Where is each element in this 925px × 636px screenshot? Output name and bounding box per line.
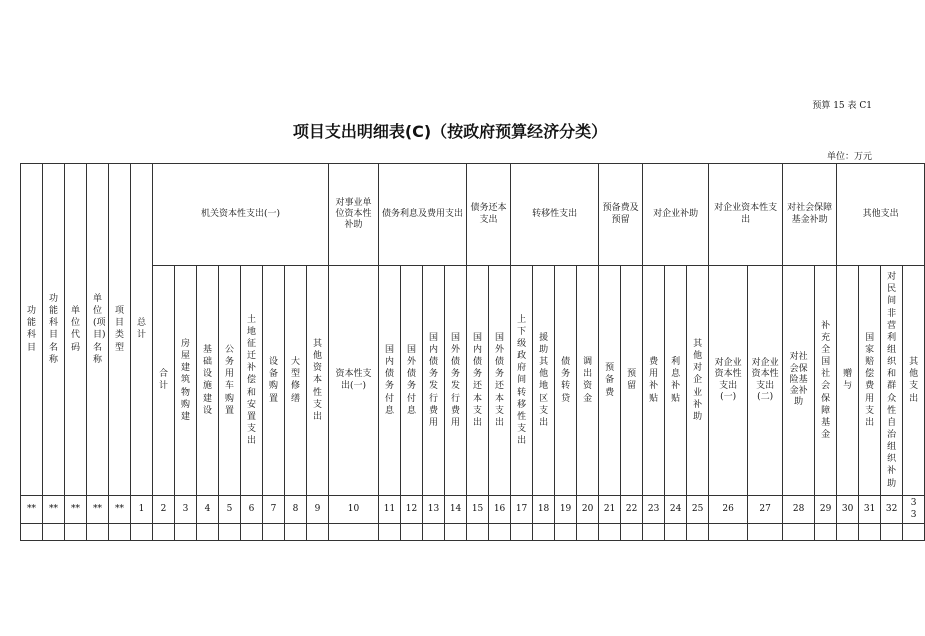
blank-cell [555,524,577,541]
blank-cell [241,524,263,541]
group-debt-principal: 债务还本支出 [467,164,511,266]
column-number-cell: 31 [859,496,881,524]
blank-cell [197,524,219,541]
column-number-cell: 20 [577,496,599,524]
table-code: 预算 15 表 C1 [812,101,872,111]
column-number-cell: 11 [379,496,401,524]
sub-header: 国内债务发行费用 [423,266,445,496]
blank-cell [748,524,783,541]
sub-header: 资本性支出(一) [329,266,379,496]
column-number-cell: 4 [197,496,219,524]
sub-header: 对企业资本性支出(二) [748,266,783,496]
sub-header: 公务用车购置 [219,266,241,496]
column-number-cell: 22 [621,496,643,524]
sub-header: 基础设施建设 [197,266,219,496]
column-number-cell: 27 [748,496,783,524]
column-number-cell: 30 [837,496,859,524]
blank-cell [859,524,881,541]
budget-table [20,163,925,541]
star-cell: ** [43,496,65,524]
blank-cell [687,524,709,541]
column-number-cell: 18 [533,496,555,524]
blank-cell [783,524,815,541]
blank-cell [445,524,467,541]
column-number-cell: 7 [263,496,285,524]
blank-cell [329,524,379,541]
sub-header: 其他对企业补助 [687,266,709,496]
header-project-type: 项目类型 [109,164,131,496]
blank-cell [263,524,285,541]
star-cell: ** [65,496,87,524]
blank-cell [903,524,925,541]
sub-header: 国外债务发行费用 [445,266,467,496]
blank-cell [621,524,643,541]
column-number-cell: 26 [709,496,748,524]
blank-cell [489,524,511,541]
blank-cell [401,524,423,541]
header-total: 总计 [131,164,153,496]
blank-cell [379,524,401,541]
column-number-cell: 25 [687,496,709,524]
group-reserve: 预备费及预留 [599,164,643,266]
header-unit-code: 单位代码 [65,164,87,496]
group-transfer: 转移性支出 [511,164,599,266]
blank-cell [175,524,197,541]
blank-cell [837,524,859,541]
column-number-cell: 10 [329,496,379,524]
blank-cell [709,524,748,541]
column-number-cell: 33 [903,496,925,524]
group-institution-capital-subsidy: 对事业单位资本性补助 [329,164,379,266]
group-enterprise-subsidy: 对企业补助 [643,164,709,266]
column-number-row [21,496,925,524]
sub-header: 债务转贷 [555,266,577,496]
group-debt-interest: 债务利息及费用支出 [379,164,467,266]
sub-header: 对社会保险基金补助 [783,266,815,496]
sub-header: 房屋建筑物购建 [175,266,197,496]
blank-cell [467,524,489,541]
blank-cell [533,524,555,541]
sub-header: 补充全国社会保障基金 [815,266,837,496]
group-other-expense: 其他支出 [837,164,925,266]
column-number-cell: 21 [599,496,621,524]
header-func-subject-name: 功能科目名称 [43,164,65,496]
column-number-cell: 3 [175,496,197,524]
sub-header: 大型修缮 [285,266,307,496]
star-cell: ** [109,496,131,524]
column-number-cell: 19 [555,496,577,524]
header-unit-project-name: 单位(项目)名称 [87,164,109,496]
sub-header: 国内债务付息 [379,266,401,496]
budget-table-wrapper [20,163,919,541]
column-number-cell: 24 [665,496,687,524]
blank-cell [153,524,175,541]
column-number-cell: 1 [131,496,153,524]
blank-cell [131,524,153,541]
group-enterprise-capital: 对企业资本性支出 [709,164,783,266]
blank-cell [643,524,665,541]
unit-label: 单位：万元 [826,152,872,162]
sub-header: 土地征迁补偿和安置支出 [241,266,263,496]
column-number-cell: 9 [307,496,329,524]
blank-cell [815,524,837,541]
blank-cell [881,524,903,541]
sub-header: 其他资本性支出 [307,266,329,496]
sub-header: 国内债务还本支出 [467,266,489,496]
sub-header: 调出资金 [577,266,599,496]
page-title: 项目支出明细表(C)（按政府预算经济分类） [292,122,608,141]
sub-header: 设备购置 [263,266,285,496]
group-social-security-fund: 对社会保障基金补助 [783,164,837,266]
blank-cell [43,524,65,541]
blank-cell [511,524,533,541]
blank-cell [87,524,109,541]
column-number-cell: 12 [401,496,423,524]
star-cell: ** [21,496,43,524]
header-func-subject: 功能科目 [21,164,43,496]
blank-cell [109,524,131,541]
blank-cell [599,524,621,541]
sub-header: 合计 [153,266,175,496]
column-number-cell: 5 [219,496,241,524]
blank-cell [665,524,687,541]
sub-header: 预备费 [599,266,621,496]
column-number-cell: 23 [643,496,665,524]
star-cell: ** [87,496,109,524]
blank-cell [577,524,599,541]
sub-header: 对民间非营利组织和群众性自治组织补助 [881,266,903,496]
blank-cell [21,524,43,541]
column-number-cell: 14 [445,496,467,524]
blank-cell [65,524,87,541]
column-number-cell: 32 [881,496,903,524]
group-agency-capital: 机关资本性支出(一) [153,164,329,266]
column-number-cell: 6 [241,496,263,524]
sub-header: 费用补贴 [643,266,665,496]
blank-cell [219,524,241,541]
column-number-cell: 13 [423,496,445,524]
sub-header: 国家赔偿费用支出 [859,266,881,496]
sub-header: 上下级政府间转移性支出 [511,266,533,496]
column-number-cell: 2 [153,496,175,524]
column-number-cell: 29 [815,496,837,524]
blank-cell [423,524,445,541]
column-number-cell: 17 [511,496,533,524]
sub-header: 赠与 [837,266,859,496]
sub-header: 预留 [621,266,643,496]
column-number-cell: 28 [783,496,815,524]
blank-cell [307,524,329,541]
sub-header: 对企业资本性支出(一) [709,266,748,496]
sub-header: 援助其他地区支出 [533,266,555,496]
sub-header: 国外债务付息 [401,266,423,496]
blank-cell [285,524,307,541]
column-number-cell: 16 [489,496,511,524]
sub-header: 国外债务还本支出 [489,266,511,496]
sub-header: 其他支出 [903,266,925,496]
sub-header: 利息补贴 [665,266,687,496]
column-number-cell: 8 [285,496,307,524]
column-number-cell: 15 [467,496,489,524]
blank-data-row [21,524,925,541]
